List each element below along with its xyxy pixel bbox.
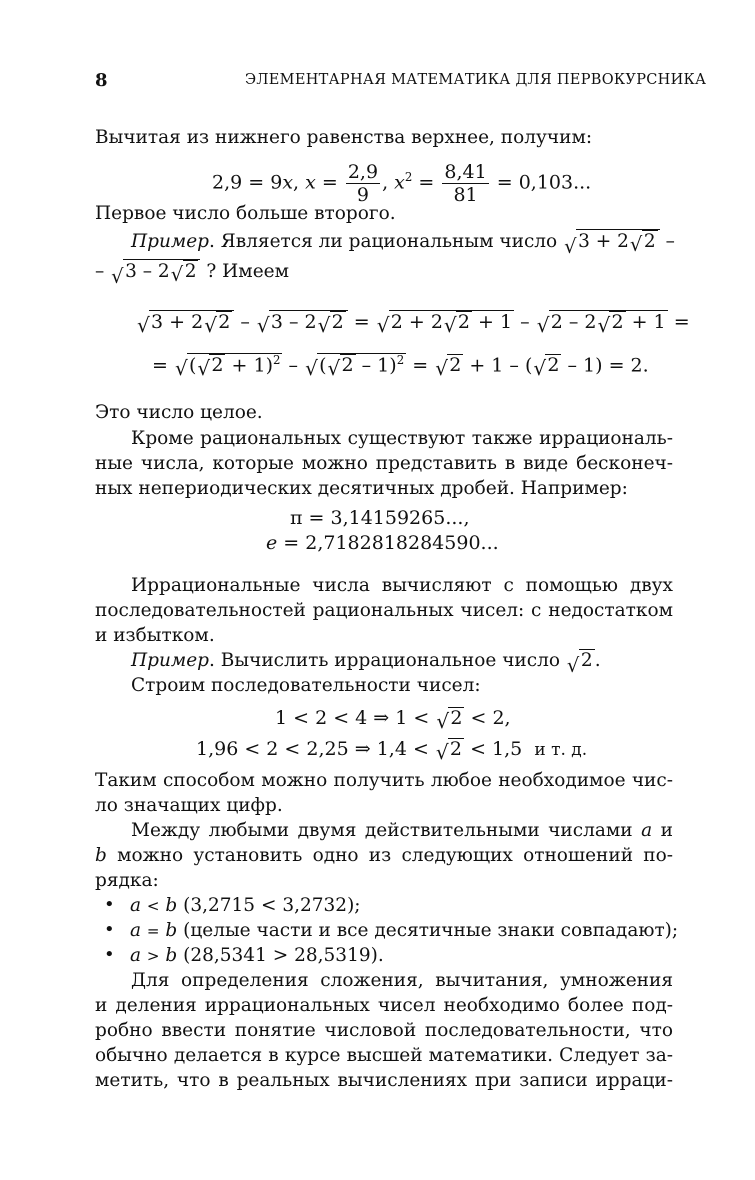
equation-2-line-1: √ 3 + 2 √ 2 – √ 3 – 2 √ 2 = √ 2 + 2 √ 2 + 1 – √ 2 – 2 √ 2 + 1 = (137, 311, 690, 338)
paragraph-line: рядка: (95, 870, 159, 891)
paragraph-line: ные числа, которые можно представить в виде бесконеч- (95, 453, 673, 474)
paragraph-line: метить, что в реальных вычислениях при записи ирраци- (95, 1070, 673, 1091)
paragraph-line: робно ввести понятие числовой последовательности, что (95, 1020, 673, 1041)
equation-1: 2,9 = 9x, x = $\frac{2,9}{9}$ , $x^2$ = $\frac{8,41}{81}$ = 0,103... (212, 160, 592, 206)
list-item: a > b (28,5341 > 28,5319). (130, 945, 384, 966)
eq1-lhs: 2,9 = 9 (212, 171, 283, 194)
paragraph-line: Вычитая из нижнего равенства верхнее, получим: (95, 127, 593, 148)
fraction: $\frac{8,41}{81}$ (444, 160, 487, 206)
pi-value: π = 3,14159265..., (290, 507, 470, 529)
example-line: Пример. Вычислить иррациональное число √ 2 . (131, 650, 601, 677)
list-item: a < b (3,2715 < 3,2732); (130, 895, 361, 916)
paragraph-line: обычно делается в курсе высшей математики. Следует за- (95, 1045, 673, 1066)
paragraph-line: Первое число больше второго. (95, 203, 396, 224)
bullet-icon: • (104, 919, 115, 940)
bullet-icon: • (104, 944, 115, 965)
paragraph-line: ных непериодических десятичных дробей. Например: (95, 478, 628, 499)
paragraph-line: и деления иррациональных чисел необходимо более под- (95, 995, 673, 1016)
example-line: – √ 3 – 2 √ 2 ? Имеем (95, 261, 289, 288)
sequence-2: 1,96 < 2 < 2,25 ⇒ 1,4 < √ 2 < 1,5 и т. д. (196, 738, 588, 765)
list-item: a = b (целые части и все десятичные знаки совпадают); (130, 920, 679, 941)
paragraph-line: Строим последовательности чисел: (131, 675, 481, 696)
equation-2-line-2: = √ ( √ 2 + 1)$^2$ – √ ( √ 2 – 1)$^2$ = √ 2 + 1 – ( √ 2 – 1) = 2. (152, 353, 649, 381)
fraction: $\frac{2,9}{9}$ (347, 160, 379, 206)
bullet-icon: • (104, 894, 115, 915)
paragraph-line: Между любыми двумя действительными числами a и (131, 820, 674, 841)
paragraph-line: последовательностей рациональных чисел: с недостатком (95, 600, 673, 621)
page-number: 8 (95, 70, 108, 91)
paragraph-line: Это число целое. (95, 402, 263, 423)
paragraph-line: ло значащих цифр. (95, 795, 283, 816)
paragraph-line: b можно установить одно из следующих отношений по- (95, 845, 673, 866)
paragraph-line: Таким способом можно получить любое необходимое чис- (95, 770, 673, 791)
running-title: ЭЛЕМЕНТАРНАЯ МАТЕМАТИКА ДЛЯ ПЕРВОКУРСНИКА (245, 72, 707, 88)
paragraph-line: Иррациональные числа вычисляют с помощью двух (131, 575, 673, 596)
paragraph-line: Для определения сложения, вычитания, умножения (131, 970, 673, 991)
e-value: e = 2,7182818284590... (266, 532, 499, 554)
sequence-1: 1 < 2 < 4 ⇒ 1 < √ 2 < 2, (275, 707, 511, 734)
paragraph-line: Кроме рациональных существуют также иррациональ- (131, 428, 673, 449)
paragraph-line: и избытком. (95, 625, 215, 646)
example-line: Пример. Является ли рациональным число √ 3 + 2 √ 2 – (131, 231, 675, 258)
